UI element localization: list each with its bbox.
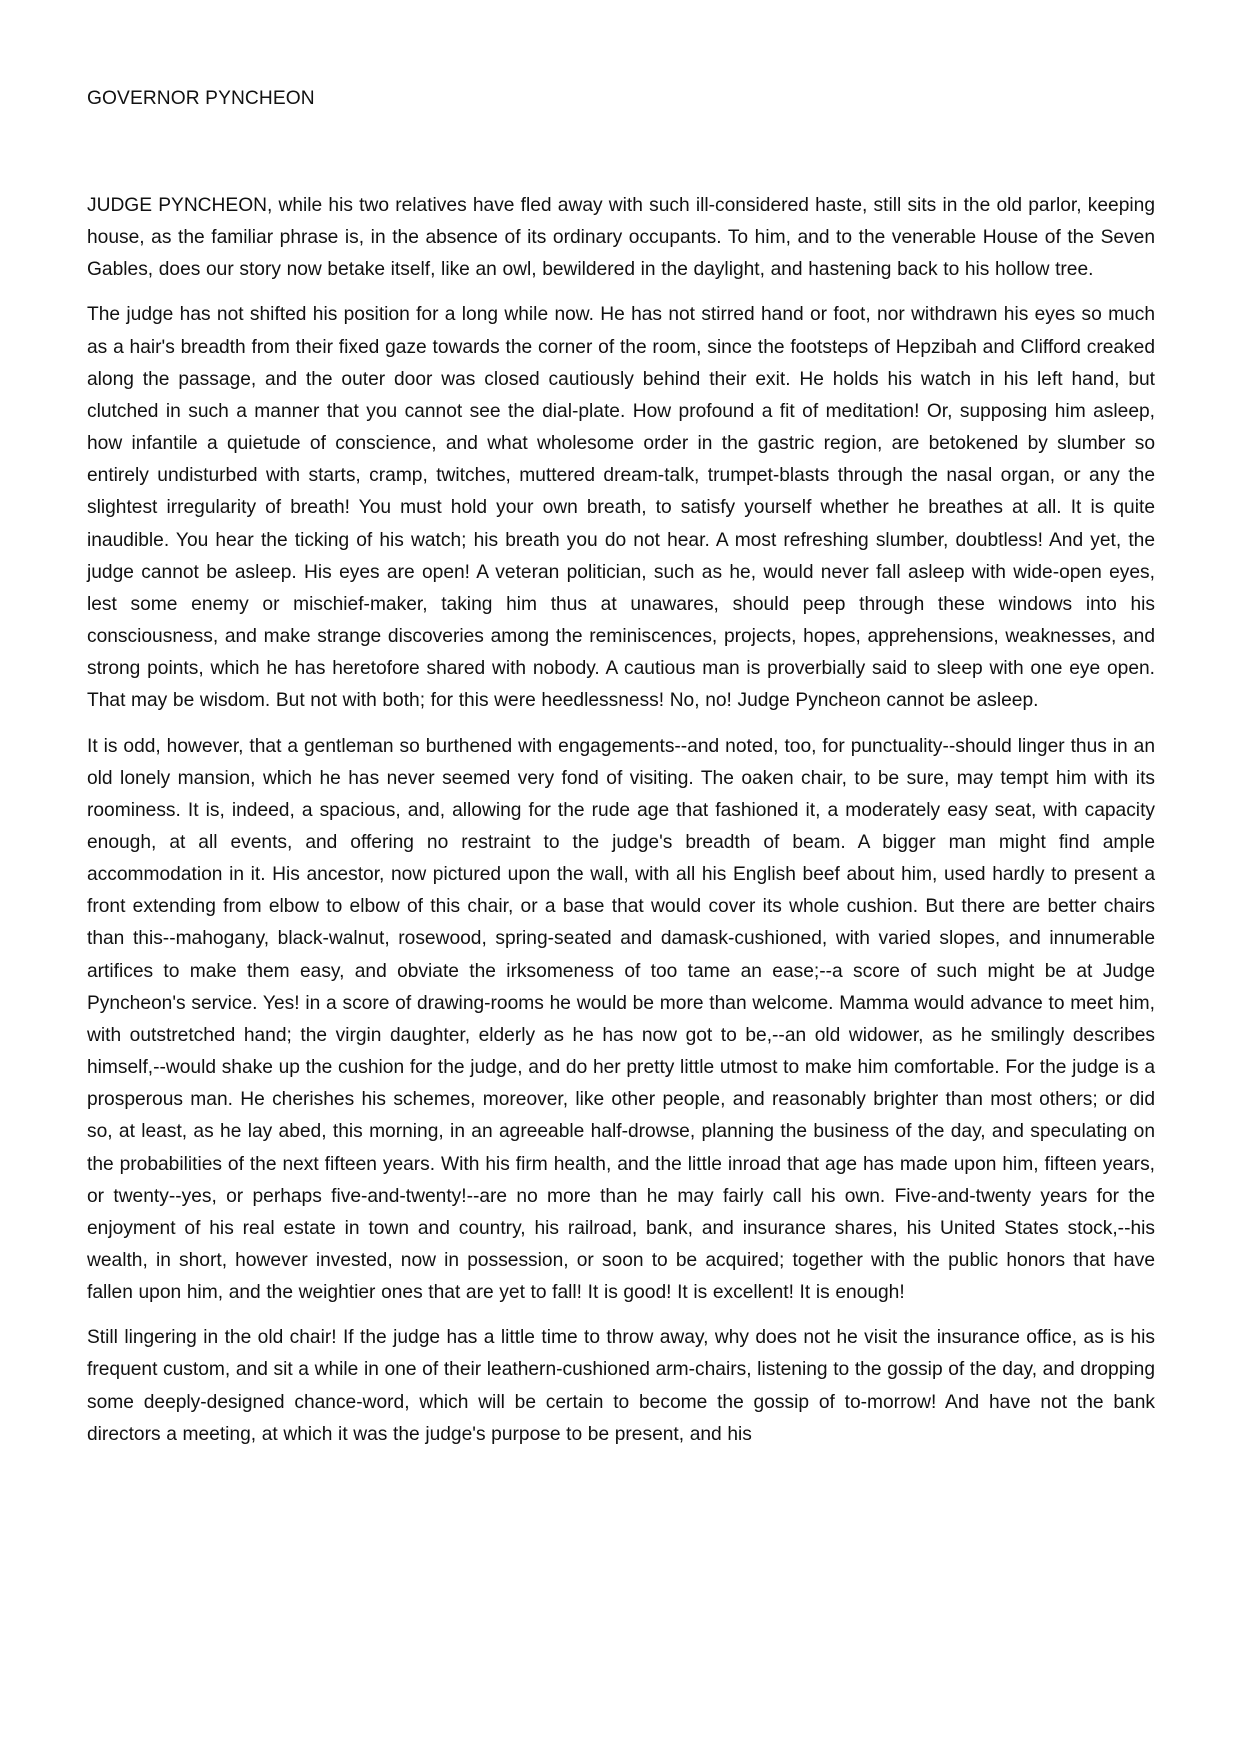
chapter-body: [87, 190, 1155, 1464]
paragraph-3: It is odd, however, that a gentleman so burthened with engagements--and noted, too, for punctuality--should linger thus in an old lonely mansion, which he has never seemed very fond of visiting. The oaken chair, to be sure, may tempt him with its roominess. It is, indeed, a spacious, and, allowing for the rude age that fashioned it, a moderately easy seat, with capacity enough, at all events, and offering no restraint to the judge's breadth of beam. A bigger man might find ample accommodation in it. His ancestor, now pictured upon the wall, with all his English beef about him, used hardly to present a front extending from elbow to elbow of this chair, or a base that would cover its whole cushion. But there are better chairs than this--mahogany, black-walnut, rosewood, spring-seated and damask-cushioned, with varied slopes, and innumerable artifices to make them easy, and obviate the irksomeness of too tame an ease;--a score of such might be at Judge Pyncheon's service. Yes! in a score of drawing-rooms he would be more than welcome. Mamma would advance to meet him, with outstretched hand; the virgin daughter, elderly as he has now got to be,--an old widower, as he smilingly describes himself,--would shake up the cushion for the judge, and do her pretty little utmost to make him comfortable. For the judge is a prosperous man. He cherishes his schemes, moreover, like other people, and reasonably brighter than most others; or did so, at least, as he lay abed, this morning, in an agreeable half-drowse, planning the business of the day, and speculating on the probabilities of the next fifteen years. With his firm health, and the little inroad that age has made upon him, fifteen years, or twenty--yes, or perhaps five-and-twenty!--are no more than he may fairly call his own. Five-and-twenty years for the enjoyment of his real estate in town and country, his railroad, bank, and insurance shares, his United States stock,--his wealth, in short, however invested, now in possession, or soon to be acquired; together with the public honors that have fallen upon him, and the weightier ones that are yet to fall! It is good! It is excellent! It is enough!: [87, 735, 1155, 1304]
paragraph-4: Still lingering in the old chair! If the judge has a little time to throw away, why does not he visit the insurance office, as is his frequent custom, and sit a while in one of their leathern-cushioned arm-chairs, listening to the gossip of the day, and dropping some deeply-designed chance-word, which will be certain to become the gossip of to-morrow! And have not the bank directors a meeting, at which it was the judge's purpose to be present, and his: [87, 1327, 1155, 1445]
paragraph-2: The judge has not shifted his position for a long while now. He has not stirred hand or foot, nor withdrawn his eyes so much as a hair's breadth from their fixed gaze towards the corner of the room, since the footsteps of Hepzibah and Clifford creaked along the passage, and the outer door was closed cautiously behind their exit. He holds his watch in his left hand, but clutched in such a manner that you cannot see the dial-plate. How profound a fit of meditation! Or, supposing him asleep, how infantile a quietude of conscience, and what wholesome order in the gastric region, are betokened by slumber so entirely undisturbed with starts, cramp, twitches, muttered dream-talk, trumpet-blasts through the nasal organ, or any the slightest irregularity of breath! You must hold your own breath, to satisfy yourself whether he breathes at all. It is quite inaudible. You hear the ticking of his watch; his breath you do not hear. A most refreshing slumber, doubtless! And yet, the judge cannot be asleep. His eyes are open! A veteran politician, such as he, would never fall asleep with wide-open eyes, lest some enemy or mischief-maker, taking him thus at unawares, should peep through these windows into his consciousness, and make strange discoveries among the reminiscences, projects, hopes, apprehensions, weaknesses, and strong points, which he has heretofore shared with nobody. A cautious man is proverbially said to sleep with one eye open. That may be wisdom. But not with both; for this were heedlessness! No, no! Judge Pyncheon cannot be asleep.: [87, 304, 1155, 712]
paragraph-1: JUDGE PYNCHEON, while his two relatives have fled away with such ill-considered haste, still sits in the old parlor, keeping house, as the familiar phrase is, in the absence of its ordinary occupants. To him, and to the venerable House of the Seven Gables, does our story now betake itself, like an owl, bewildered in the daylight, and hastening back to his hollow tree.: [87, 195, 1155, 281]
chapter-title: GOVERNOR PYNCHEON: [87, 88, 315, 109]
